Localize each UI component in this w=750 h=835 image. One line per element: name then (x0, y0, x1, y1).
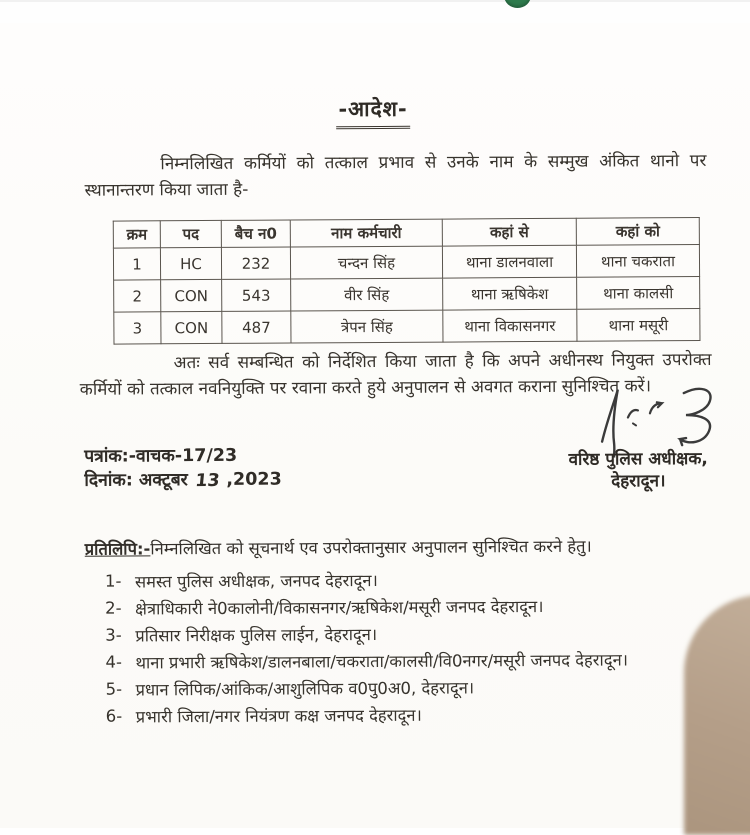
transfer-table (113, 217, 701, 345)
copy-item-number: 1- (104, 571, 122, 591)
table-header-cell: कहां को (576, 218, 699, 246)
table-cell: 543 (222, 279, 291, 311)
copy-item-text: प्रतिसार निरीक्षक पुलिस लाईन, देहरादून। (135, 624, 378, 646)
copy-item-number: 5- (105, 679, 123, 699)
letter-number: पत्रांक:-वाचक-17/23 (84, 445, 238, 467)
copy-item-number: 6- (105, 706, 123, 726)
document-title: -आदेश- (0, 93, 748, 132)
table-cell: CON (161, 311, 222, 343)
copy-list (105, 564, 629, 729)
copy-item-text: प्रभारी जिला/नगर नियंत्रण कक्ष जनपद देहरादून। (135, 705, 422, 727)
table-cell: थाना मसूरी (577, 309, 700, 342)
copy-list-item (105, 618, 628, 648)
scanned-document-page (0, 23, 750, 828)
table-cell: चन्दन सिंह (290, 246, 442, 279)
table-cell: थाना चकराता (576, 245, 699, 278)
copy-list-item (106, 699, 629, 729)
table-cell: HC (160, 247, 221, 279)
table-row (114, 309, 700, 345)
handwritten-date-day: 13 (193, 471, 221, 492)
copy-list-item (105, 564, 628, 594)
table-cell: थाना डालनवाला (442, 245, 576, 278)
reference-block (84, 444, 282, 493)
signatory-place: देहरादून। (611, 470, 666, 492)
table-cell: थाना कालसी (577, 277, 700, 310)
table-header-cell: बैच न0 (221, 220, 290, 247)
table-cell: थाना विकासनगर (443, 309, 577, 342)
copy-item-text: समस्त पुलिस अधीक्षक, जनपद देहरादून। (134, 570, 378, 592)
table-cell: 3 (114, 312, 161, 344)
copy-item-text: प्रधान लिपिक/आंकिक/आशुलिपिक व0पु0अ0, देहरादून। (135, 678, 475, 700)
table-cell: 487 (222, 311, 291, 343)
table-cell: CON (161, 279, 222, 311)
table-cell: 232 (221, 247, 290, 279)
table-header-cell: क्रम (113, 221, 160, 248)
table-cell: 2 (114, 280, 161, 312)
table-cell: त्रेपन सिंह (291, 310, 443, 343)
copy-list-item (105, 645, 628, 675)
copy-item-number: 4- (105, 652, 122, 672)
table-header-row (113, 218, 699, 249)
copy-item-text: थाना प्रभारी ऋषिकेश/डालनबाला/चकराता/कालसी/वि0नगर/मसूरी जनपद देहरादून। (135, 650, 629, 673)
table-cell: वीर सिंह (291, 278, 443, 311)
copy-item-number: 2- (105, 598, 122, 618)
table-header-cell: नाम कर्मचारी (290, 219, 442, 247)
directive-paragraph: अतः सर्व सम्बन्धित को निर्देशित किया जाता है कि अपने अधीनस्थ नियुक्त उपरोक्त कर्मियों को तत्काल नवनियुक्ति पर रवाना करते हुये अनुपालन से अवगत कराना सुनिश्चित करें। (79, 349, 712, 400)
signatory-title: वरिष्ठ पुलिस अधीक्षक, (568, 448, 708, 470)
intro-paragraph: निम्नलिखित कर्मियों को तत्काल प्रभाव से उनके नाम के सम्मुख अंकित थानो पर स्थानान्तरण किया जाता है- (84, 150, 707, 201)
copy-item-number: 3- (105, 625, 122, 645)
table-cell: 1 (113, 248, 160, 280)
letter-date: दिनांक: अक्टूबर 13 ,2023 (84, 468, 282, 493)
table-cell: थाना ऋषिकेश (443, 277, 577, 310)
table-header-cell: कहां से (442, 218, 576, 246)
table-header-cell: पद (160, 220, 221, 247)
document-body (0, 21, 750, 831)
copy-list-item (106, 672, 629, 702)
signatory-block (545, 449, 731, 494)
copy-label: प्रतिलिपि:- (84, 539, 151, 559)
table-row (114, 277, 700, 313)
copy-heading: प्रतिलिपि:-निम्नलिखित को सूचनार्थ एव उपरोक्तानुसार अनुपालन सुनिश्चित करने हेतु। (84, 536, 592, 559)
signature-scribble-icon (588, 383, 728, 458)
copy-list-item (105, 591, 628, 621)
copy-item-text: क्षेत्राधिकारी ने0कालोनी/विकासनगर/ऋषिकेश/मसूरी जनपद देहरादून। (135, 596, 544, 619)
table-row (113, 245, 699, 281)
